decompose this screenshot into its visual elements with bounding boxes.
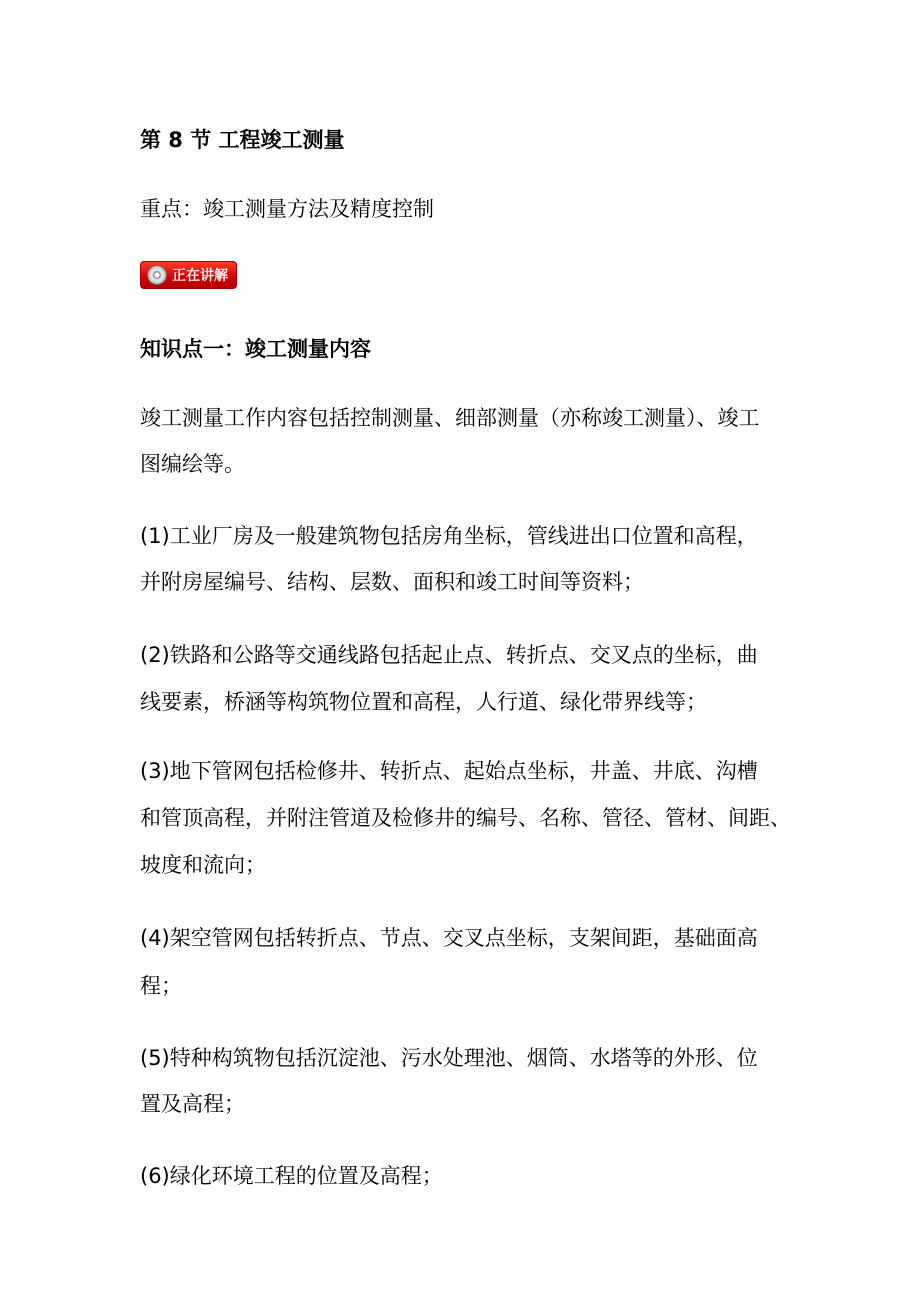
paragraph-line: 并附房屋编号、结构、层数、面积和竣工时间等资料； bbox=[140, 570, 644, 594]
paragraph-line: 置及高程； bbox=[140, 1092, 245, 1116]
paragraph-line: 和管顶高程，并附注管道及检修井的编号、名称、管径、管材、间距、 bbox=[140, 806, 791, 830]
paragraph-line: (1)工业厂房及一般建筑物包括房角坐标，管线进出口位置和高程， bbox=[140, 524, 758, 548]
paragraph-line: (4)架空管网包括转折点、节点、交叉点坐标，支架间距，基础面高 bbox=[140, 926, 758, 950]
disc-icon bbox=[147, 265, 167, 285]
paragraph-line: 线要素，桥涵等构筑物位置和高程，人行道、绿化带界线等； bbox=[140, 690, 707, 714]
paragraph-line: 坡度和流向； bbox=[140, 853, 266, 877]
focus-line: 重点：竣工测量方法及精度控制 bbox=[140, 197, 434, 221]
badge-label: 正在讲解 bbox=[172, 268, 228, 284]
paragraph-line: (6)绿化环境工程的位置及高程； bbox=[140, 1164, 443, 1188]
paragraph-line: 程； bbox=[140, 974, 182, 998]
paragraph-line: (3)地下管网包括检修井、转折点、起始点坐标，井盖、井底、沟槽 bbox=[140, 759, 758, 783]
paragraph-line: (2)铁路和公路等交通线路包括起止点、转折点、交叉点的坐标，曲 bbox=[140, 643, 758, 667]
paragraph-line: 竣工测量工作内容包括控制测量、细部测量（亦称竣工测量）、竣工 bbox=[140, 406, 760, 430]
section-title: 第 8 节 工程竣工测量 bbox=[140, 128, 345, 152]
now-explaining-badge[interactable] bbox=[140, 261, 237, 289]
knowledge-point-heading: 知识点一：竣工测量内容 bbox=[140, 337, 371, 361]
paragraph-line: (5)特种构筑物包括沉淀池、污水处理池、烟筒、水塔等的外形、位 bbox=[140, 1046, 758, 1070]
paragraph-line: 图编绘等。 bbox=[140, 452, 245, 476]
